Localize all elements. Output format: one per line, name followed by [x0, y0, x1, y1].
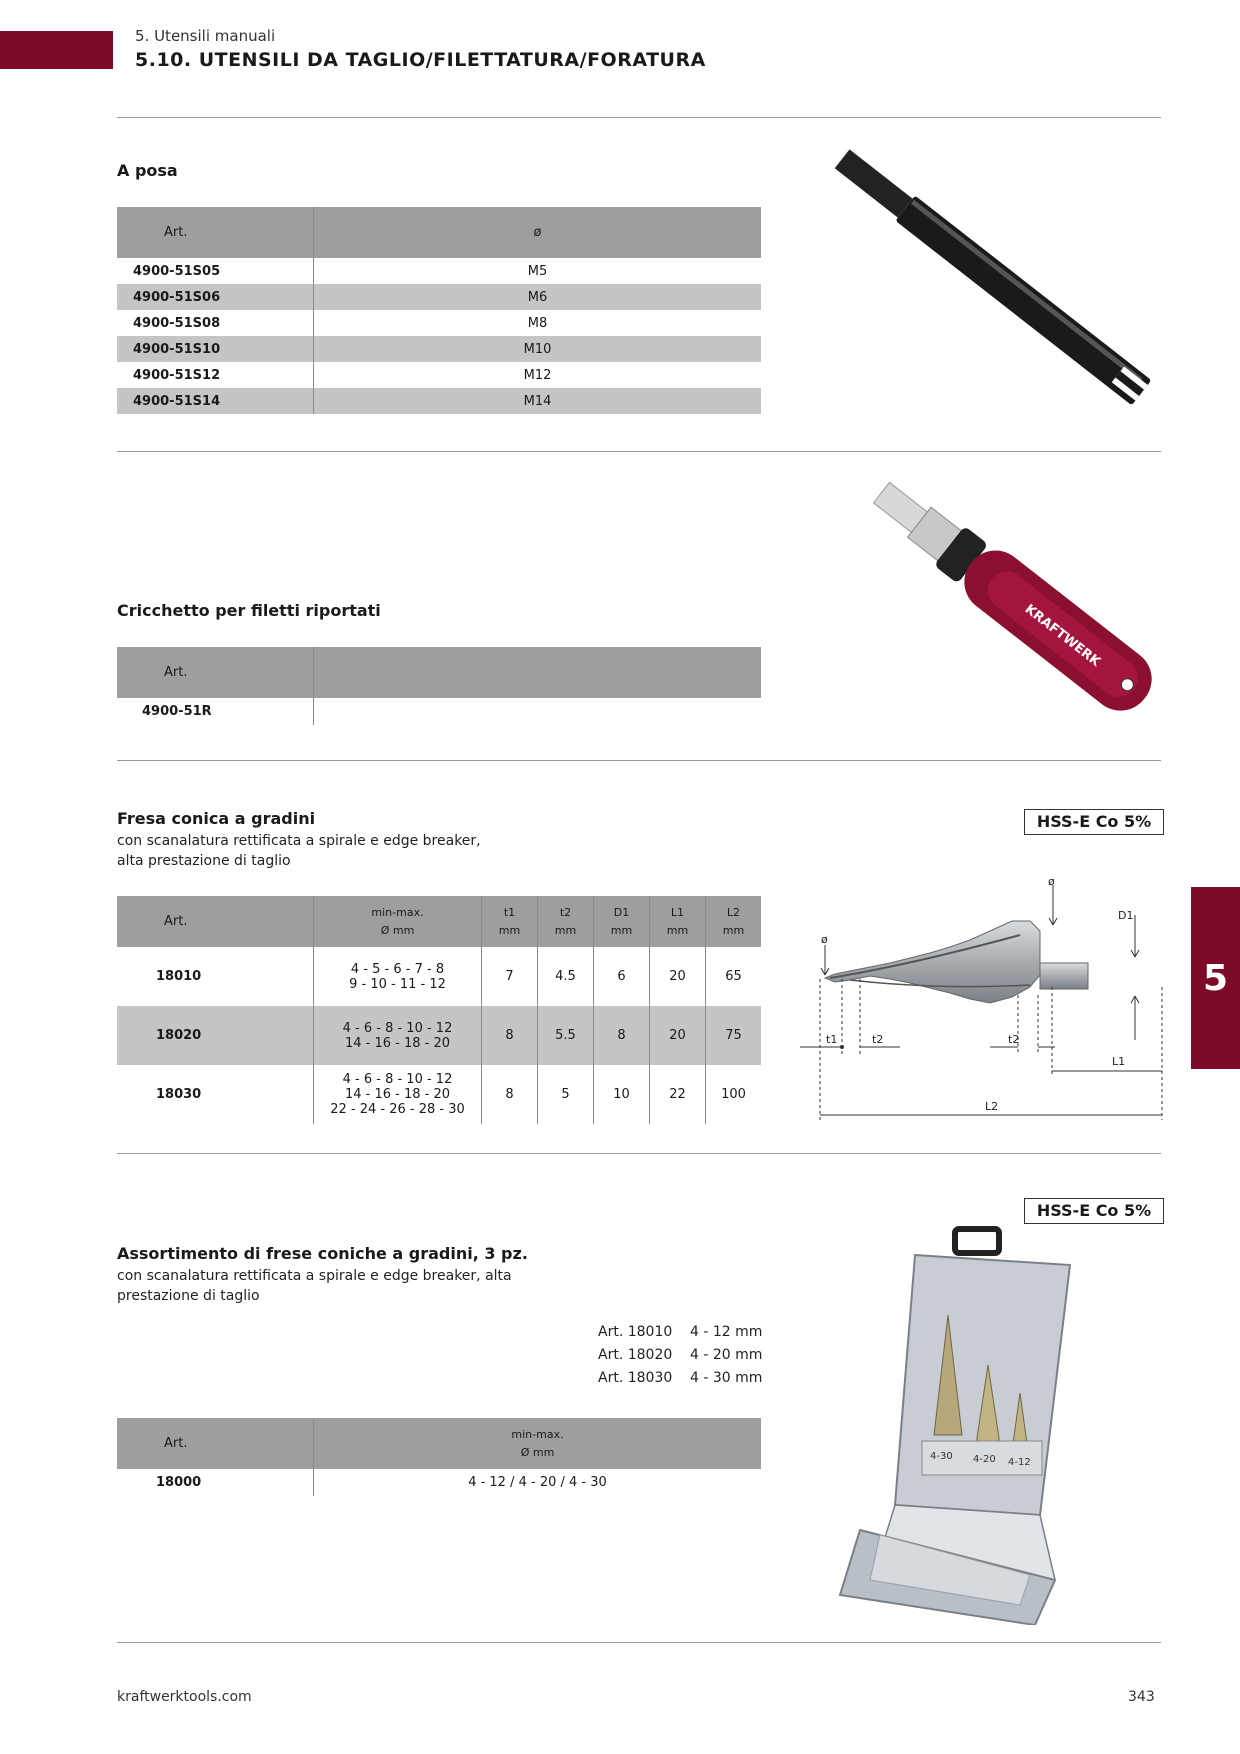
divider	[117, 117, 1161, 118]
d1-cell: 10	[594, 1065, 650, 1124]
chapter-tab[interactable]: 5	[1191, 887, 1240, 1069]
spec-row: Art. 18010 4 - 12 mm	[598, 1324, 763, 1340]
material-badge: HSS-E Co 5%	[1024, 1198, 1164, 1224]
dia-label-top: ø	[1048, 875, 1055, 888]
section-title-fresa-conica: Fresa conica a gradini	[117, 809, 316, 828]
section-subtitle: con scanalatura rettificata a spirale e edge breaker,	[117, 833, 481, 849]
art-cell: 4900-51S05	[117, 258, 314, 284]
t1-cell: 8	[482, 1065, 538, 1124]
col-header-dia: ø	[314, 207, 762, 258]
art-cell: 18020	[117, 1006, 314, 1065]
range-cell: 4 - 5 - 6 - 7 - 8 9 - 10 - 11 - 12	[314, 947, 482, 1006]
dia-cell: M12	[523, 367, 552, 383]
col-header-art: Art.	[117, 896, 314, 947]
t2-cell: 5	[538, 1065, 594, 1124]
a-posa-table	[117, 207, 761, 414]
dia-cell: M6	[314, 284, 762, 310]
cricchetto-table	[117, 647, 761, 725]
tap-holder-image	[830, 145, 1170, 425]
material-badge: HSS-E Co 5%	[1024, 809, 1164, 835]
l1-label: L1	[1112, 1055, 1126, 1068]
case-label: 4-30	[930, 1451, 953, 1462]
t2-cell: 4.5	[538, 947, 594, 1006]
col-header-d1: D1 mm	[594, 896, 650, 947]
table-row	[117, 1006, 761, 1065]
step-drill-diagram	[790, 875, 1170, 1125]
table-row	[117, 388, 761, 414]
table-row	[117, 284, 761, 310]
col-header-l1: L1 mm	[650, 896, 706, 947]
col-header-t2: t2 mm	[538, 896, 594, 947]
table-row: 4900-51R	[117, 698, 314, 725]
t1-label: t1	[826, 1033, 838, 1046]
fresa-conica-table	[117, 896, 761, 1124]
page-title: 5.10. UTENSILI DA TAGLIO/FILETTATURA/FORATURA	[135, 49, 706, 71]
dimension-dot	[840, 1045, 844, 1049]
range-cell: 4 - 6 - 8 - 10 - 12 14 - 16 - 18 - 20	[314, 1006, 482, 1065]
ratchet-image	[850, 478, 1170, 738]
spec-row: Art. 18020 4 - 20 mm	[598, 1347, 763, 1363]
art-cell: 4900-51S06	[117, 284, 314, 310]
divider	[117, 760, 1161, 761]
spec-list	[598, 1324, 762, 1393]
section-subtitle: con scanalatura rettificata a spirale e edge breaker, alta	[117, 1268, 512, 1284]
dia-cell: M8	[527, 315, 548, 331]
section-title-cricchetto: Cricchetto per filetti riportati	[117, 601, 381, 620]
dia-label-left: ø	[821, 933, 828, 946]
page-number: 343	[1128, 1689, 1155, 1705]
assortimento-table	[117, 1418, 761, 1496]
section-subtitle: alta prestazione di taglio	[117, 853, 291, 869]
col-header-art: Art.	[117, 1418, 314, 1469]
l1-cell: 20	[650, 1006, 706, 1065]
col-header-art: Art.	[117, 207, 314, 258]
l2-cell: 65	[725, 969, 742, 984]
spec-row: Art. 18030 4 - 30 mm	[598, 1370, 763, 1386]
l1-cell: 22	[650, 1065, 706, 1124]
section-subtitle: prestazione di taglio	[117, 1288, 260, 1304]
d1-label: D1	[1118, 909, 1134, 922]
table-row	[117, 310, 761, 336]
section-title-assortimento: Assortimento di frese coniche a gradini, 3 pz.	[117, 1244, 528, 1263]
art-cell: 18010	[117, 947, 314, 1006]
divider	[117, 1153, 1161, 1154]
col-header-art: Art.	[117, 647, 314, 698]
divider	[117, 451, 1161, 452]
case-label: 4-12	[1008, 1457, 1031, 1468]
table-row: 18000	[117, 1469, 314, 1496]
table-row	[117, 258, 761, 284]
art-cell: 18030	[117, 1065, 314, 1124]
dia-cell: M14	[314, 388, 762, 414]
section-title-a-posa: A posa	[117, 161, 178, 180]
breadcrumb: 5. Utensili manuali	[135, 27, 276, 45]
l2-cell: 100	[721, 1087, 746, 1102]
col-header-t1: t1 mm	[482, 896, 538, 947]
art-cell: 4900-51S08	[117, 310, 314, 336]
d1-cell: 6	[594, 947, 650, 1006]
drill-set-case-image	[830, 1225, 1080, 1625]
l1-cell: 20	[650, 947, 706, 1006]
art-cell: 4900-51S12	[117, 362, 314, 388]
l2-label: L2	[985, 1100, 999, 1113]
table-row	[117, 947, 761, 1006]
t2-label: t2	[1008, 1033, 1020, 1046]
table-row	[117, 362, 761, 388]
dia-cell: M10	[314, 336, 762, 362]
divider	[117, 1642, 1161, 1643]
table-row	[117, 1065, 761, 1124]
art-cell: 4900-51S10	[117, 336, 314, 362]
range-cell: 4 - 6 - 8 - 10 - 12 14 - 16 - 18 - 20 22 - 24 - 26 - 28 - 30	[314, 1065, 482, 1124]
table-row	[117, 336, 761, 362]
dia-cell: M5	[527, 263, 548, 279]
d1-cell: 8	[594, 1006, 650, 1065]
col-header-minmax: min-max. Ø mm	[314, 1418, 762, 1469]
l2-cell: 75	[706, 1006, 762, 1065]
col-header-l2: L2 mm	[706, 896, 762, 947]
art-cell: 4900-51S14	[117, 388, 314, 414]
t2-cell: 5.5	[538, 1006, 594, 1065]
header-accent-bar	[0, 31, 113, 69]
handle-brand-text: KRAFTWERK	[1021, 601, 1103, 670]
table-cell: 4 - 12 / 4 - 20 / 4 - 30	[468, 1475, 607, 1490]
t1-cell: 7	[482, 947, 538, 1006]
col-header-minmax: min-max. Ø mm	[314, 896, 482, 947]
t2-label: t2	[872, 1033, 884, 1046]
case-label: 4-20	[973, 1454, 996, 1465]
footer-website[interactable]: kraftwerktools.com	[117, 1689, 252, 1705]
drill-body	[825, 921, 1088, 1003]
t1-cell: 8	[482, 1006, 538, 1065]
